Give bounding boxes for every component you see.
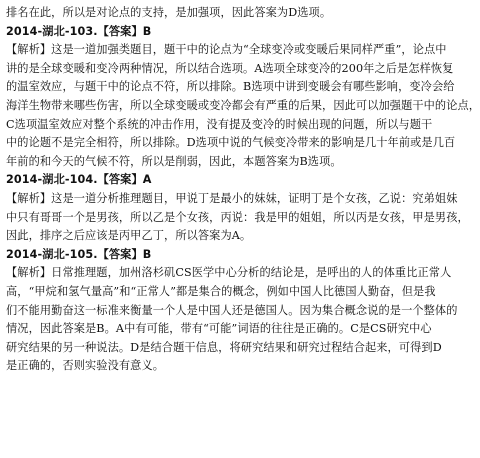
answer-heading: 2014-湖北-105.【答案】B xyxy=(6,247,152,261)
text-line: 的温室效应，与题干中的论点不符，所以排除。B选项中讲到变暖会有哪些影响，变冷会给 xyxy=(6,80,455,94)
text-line: 中只有哥哥一个是男孩，所以乙是个女孩，丙说：我是甲的姐姐，所以丙是女孩，甲是男孩， xyxy=(6,210,469,224)
text-line: 是正确的，否则实验没有意义。 xyxy=(6,359,165,373)
text-line: 海洋生物带来哪些伤害，所以全球变暖或变冷都会有严重的后果，因此可以加强题干中的论点， xyxy=(6,98,480,112)
text-line: 研究结果的另一种说法。D是结合题干信息，将研究结果和研究过程结合起来，可得到D xyxy=(6,340,442,354)
text-line: 讲的是全球变暖和变冷两种情况，所以结合选项。A选项全球变冷的200年之后是怎样恢复 xyxy=(6,61,454,75)
text-line: 年前的和今天的气候不符，所以是削弱，因此，本题答案为B选项。 xyxy=(6,154,342,168)
answer-heading: 2014-湖北-103.【答案】B xyxy=(6,24,152,38)
text-line: C选项温室效应对整个系统的冲击作用，没有提及变冷的时候出现的问题，所以与题干 xyxy=(6,117,433,131)
text-line: 高，“甲烷和氢气量高”和“正常人”都是集合的概念，例如中国人比德国人勤奋，但是我 xyxy=(6,284,436,298)
text-line: 们不能用勤奋这一标准来衡量一个人是中国人还是德国人。因为集合概念说的是一个整体的 xyxy=(6,303,458,317)
text-line: 因此，排序之后应该是丙甲乙丁，所以答案为A。 xyxy=(6,229,252,243)
text-line: 中的论题不是完全相符，所以排除。D选项中说的气候变冷带来的影响是几十年前或是几百 xyxy=(6,136,456,150)
text-line: 【解析】这是一道分析推理题目，甲说丁是最小的妹妹，证明丁是个女孩，乙说：究弟姐妹 xyxy=(6,191,458,205)
text-line: 【解析】这是一道加强类题目，题干中的论点为“全球变冷或变暖后果同样严重”，论点中 xyxy=(6,43,447,57)
text-line: 排名在此，所以是对论点的支持，是加强项，因此答案为D选项。 xyxy=(6,6,332,19)
text-line: 【解析】日常推理题，加州洛杉矶CS医学中心分析的结论是，是呼出的人的体重比正常人 xyxy=(6,266,452,280)
text-line: 情况，因此答案是B。A中有可能，带有“可能”词语的往往是正确的。C是CS研究中心 xyxy=(6,322,432,336)
answer-heading: 2014-湖北-104.【答案】A xyxy=(6,173,152,187)
